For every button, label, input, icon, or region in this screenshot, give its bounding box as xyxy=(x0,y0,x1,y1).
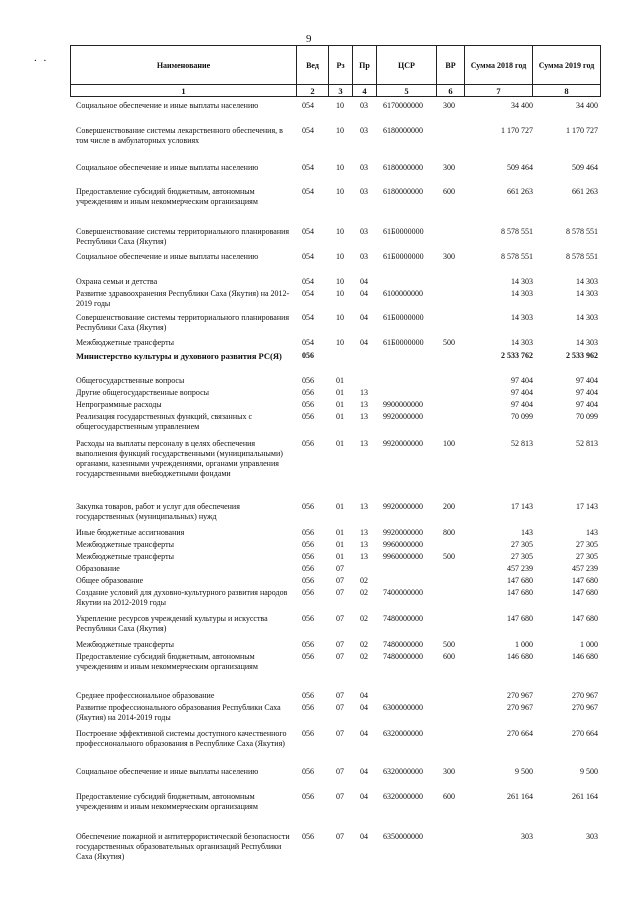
row-sum-2019: 27 305 xyxy=(576,552,598,561)
row-sum-2019: 14 303 xyxy=(576,277,598,286)
row-rz: 10 xyxy=(336,338,344,347)
row-pr: 04 xyxy=(360,277,368,286)
row-rz: 07 xyxy=(336,652,344,661)
row-csr: 61Б0000000 xyxy=(383,313,424,322)
row-sum-2019: 8 578 551 xyxy=(566,227,598,236)
row-sum-2018: 1 170 727 xyxy=(501,126,533,135)
row-sum-2018: 8 578 551 xyxy=(501,252,533,261)
row-name: Закупка товаров, работ и услуг для обеспечения государственных (муниципальных) нужд xyxy=(76,502,240,521)
row-csr: 6180000000 xyxy=(383,187,423,196)
row-sum-2019: 457 239 xyxy=(572,564,598,573)
row-rz: 01 xyxy=(336,400,344,409)
header-csr: ЦСР xyxy=(377,46,437,85)
row-ved: 056 xyxy=(302,351,314,360)
row-sum-2018: 146 680 xyxy=(507,652,533,661)
row-name: Социальное обеспечение и иные выплаты населению xyxy=(76,252,259,261)
row-pr: 03 xyxy=(360,163,368,172)
row-rz: 10 xyxy=(336,163,344,172)
row-csr: 6320000000 xyxy=(383,767,423,776)
row-csr: 7480000000 xyxy=(383,640,423,649)
row-csr: 9920000000 xyxy=(383,439,423,448)
row-pr: 13 xyxy=(360,388,368,397)
row-rz: 10 xyxy=(336,277,344,286)
row-name: Социальное обеспечение и иные выплаты населению xyxy=(76,767,259,776)
row-sum-2019: 270 967 xyxy=(572,703,598,712)
row-vr: 300 xyxy=(443,767,455,776)
row-ved: 056 xyxy=(302,832,314,841)
row-ved: 056 xyxy=(302,614,314,623)
row-rz: 01 xyxy=(336,502,344,511)
row-pr: 13 xyxy=(360,400,368,409)
row-ved: 054 xyxy=(302,126,314,135)
row-ved: 054 xyxy=(302,163,314,172)
row-pr: 13 xyxy=(360,528,368,537)
row-sum-2018: 34 400 xyxy=(511,101,533,110)
row-sum-2018: 70 099 xyxy=(511,412,533,421)
row-sum-2018: 303 xyxy=(521,832,533,841)
row-csr: 61Б0000000 xyxy=(383,252,424,261)
row-name: Создание условий для духовно-культурного развития народов Якутии на 2012-2019 годы xyxy=(76,588,288,607)
row-sum-2019: 147 680 xyxy=(572,588,598,597)
row-csr: 7400000000 xyxy=(383,588,423,597)
row-vr: 500 xyxy=(443,552,455,561)
row-rz: 10 xyxy=(336,187,344,196)
row-sum-2019: 1 170 727 xyxy=(566,126,598,135)
row-sum-2018: 2 533 762 xyxy=(501,351,533,360)
row-sum-2018: 14 303 xyxy=(511,338,533,347)
row-sum-2019: 27 305 xyxy=(576,540,598,549)
row-csr: 9960000000 xyxy=(383,552,423,561)
row-name: Развитие здравоохранения Республики Саха (Якутия) на 2012-2019 годы xyxy=(76,289,290,308)
row-csr: 9900000000 xyxy=(383,400,423,409)
row-ved: 056 xyxy=(302,767,314,776)
row-sum-2019: 147 680 xyxy=(572,576,598,585)
row-sum-2018: 143 xyxy=(521,528,533,537)
header-ved: Вед xyxy=(297,46,329,85)
row-pr: 13 xyxy=(360,439,368,448)
row-ved: 054 xyxy=(302,338,314,347)
header-sum-2019: Сумма 2019 год xyxy=(533,46,601,85)
row-sum-2019: 261 164 xyxy=(572,792,598,801)
row-sum-2018: 147 680 xyxy=(507,614,533,623)
row-sum-2018: 270 664 xyxy=(507,729,533,738)
row-csr: 9920000000 xyxy=(383,528,423,537)
row-sum-2019: 270 967 xyxy=(572,691,598,700)
row-rz: 10 xyxy=(336,289,344,298)
row-pr: 04 xyxy=(360,729,368,738)
row-sum-2019: 97 404 xyxy=(576,388,598,397)
header-vr: ВР xyxy=(437,46,465,85)
row-pr: 04 xyxy=(360,691,368,700)
row-ved: 054 xyxy=(302,187,314,196)
row-csr: 9920000000 xyxy=(383,412,423,421)
row-ved: 054 xyxy=(302,252,314,261)
row-ved: 056 xyxy=(302,640,314,649)
row-sum-2018: 270 967 xyxy=(507,703,533,712)
row-name: Общее образование xyxy=(76,576,144,585)
row-rz: 10 xyxy=(336,313,344,322)
row-pr: 03 xyxy=(360,252,368,261)
row-name: Межбюджетные трансферты xyxy=(76,540,174,549)
row-sum-2018: 14 303 xyxy=(511,313,533,322)
row-sum-2019: 97 404 xyxy=(576,376,598,385)
row-sum-2019: 70 099 xyxy=(576,412,598,421)
row-pr: 13 xyxy=(360,412,368,421)
row-sum-2019: 2 533 962 xyxy=(566,351,598,360)
row-csr: 6100000000 xyxy=(383,289,423,298)
row-name: Охрана семьи и детства xyxy=(76,277,158,286)
row-pr: 13 xyxy=(360,540,368,549)
row-vr: 600 xyxy=(443,652,455,661)
row-sum-2018: 661 263 xyxy=(507,187,533,196)
row-pr: 02 xyxy=(360,640,368,649)
row-ved: 056 xyxy=(302,703,314,712)
row-sum-2019: 661 263 xyxy=(572,187,598,196)
row-sum-2018: 27 305 xyxy=(511,540,533,549)
page-number: 9 xyxy=(306,33,312,45)
row-pr: 13 xyxy=(360,502,368,511)
row-vr: 800 xyxy=(443,528,455,537)
row-ved: 056 xyxy=(302,564,314,573)
row-ved: 056 xyxy=(302,729,314,738)
row-pr: 04 xyxy=(360,703,368,712)
row-name: Предоставление субсидий бюджетным, автономным учреждениям и иным некоммерческим организациям xyxy=(76,792,258,811)
row-pr: 04 xyxy=(360,832,368,841)
col-number: 2 xyxy=(297,85,329,97)
row-sum-2018: 97 404 xyxy=(511,388,533,397)
row-name: Совершенствование системы территориального планирования Республики Саха (Якутия) xyxy=(76,227,290,246)
row-csr: 7480000000 xyxy=(383,614,423,623)
row-rz: 10 xyxy=(336,126,344,135)
row-pr: 02 xyxy=(360,614,368,623)
row-name: Совершенствование системы территориального планирования Республики Саха (Якутия) xyxy=(76,313,290,332)
row-ved: 056 xyxy=(302,540,314,549)
row-pr: 13 xyxy=(360,552,368,561)
row-csr: 61Б0000000 xyxy=(383,227,424,236)
row-sum-2018: 147 680 xyxy=(507,588,533,597)
row-sum-2019: 147 680 xyxy=(572,614,598,623)
col-number: 3 xyxy=(329,85,353,97)
row-rz: 07 xyxy=(336,588,344,597)
row-sum-2019: 17 143 xyxy=(576,502,598,511)
header-rz: Рз xyxy=(329,46,353,85)
row-name: Социальное обеспечение и иные выплаты населению xyxy=(76,163,259,172)
row-name: Общегосударственные вопросы xyxy=(76,376,185,385)
row-vr: 300 xyxy=(443,163,455,172)
row-csr: 6180000000 xyxy=(383,126,423,135)
row-pr: 04 xyxy=(360,792,368,801)
row-sum-2018: 97 404 xyxy=(511,400,533,409)
col-number: 4 xyxy=(353,85,377,97)
row-vr: 100 xyxy=(443,439,455,448)
row-ved: 054 xyxy=(302,277,314,286)
row-sum-2019: 34 400 xyxy=(576,101,598,110)
row-sum-2019: 146 680 xyxy=(572,652,598,661)
row-name: Иные бюджетные ассигнования xyxy=(76,528,185,537)
header-sum-2018: Сумма 2018 год xyxy=(465,46,533,85)
row-pr: 02 xyxy=(360,588,368,597)
row-name: Укрепление ресурсов учреждений культуры и искусства Республики Саха (Якутия) xyxy=(76,614,268,633)
row-sum-2019: 9 500 xyxy=(580,767,598,776)
row-name: Расходы на выплаты персоналу в целях обеспечения выполнения функций государственными (муниципальными) органами, казенными учреждениями, органами управления государственными внебюджетными фондами xyxy=(76,439,283,478)
row-name: Среднее профессиональное образование xyxy=(76,691,215,700)
row-sum-2019: 14 303 xyxy=(576,338,598,347)
row-ved: 056 xyxy=(302,792,314,801)
row-sum-2019: 1 000 xyxy=(580,640,598,649)
row-sum-2019: 143 xyxy=(586,528,598,537)
col-number: 5 xyxy=(377,85,437,97)
row-pr: 03 xyxy=(360,126,368,135)
row-ved: 056 xyxy=(302,691,314,700)
row-name: Социальное обеспечение и иные выплаты населению xyxy=(76,101,259,110)
row-vr: 300 xyxy=(443,101,455,110)
row-pr: 03 xyxy=(360,227,368,236)
row-name: Реализация государственных функций, связанных с общегосударственным управлением xyxy=(76,412,253,431)
row-sum-2019: 8 578 551 xyxy=(566,252,598,261)
row-pr: 03 xyxy=(360,101,368,110)
row-sum-2019: 14 303 xyxy=(576,289,598,298)
row-name: Обеспечение пожарной и антитеррористической безопасности государственных образовательных организаций Республики Саха (Якутия) xyxy=(76,832,290,861)
margin-marks: . . xyxy=(34,52,49,64)
header-name: Наименование xyxy=(71,46,297,85)
row-rz: 07 xyxy=(336,792,344,801)
row-sum-2018: 97 404 xyxy=(511,376,533,385)
row-rz: 07 xyxy=(336,576,344,585)
row-csr: 6180000000 xyxy=(383,163,423,172)
row-csr: 7480000000 xyxy=(383,652,423,661)
row-sum-2019: 52 813 xyxy=(576,439,598,448)
row-name: Совершенствование системы лекарственного обеспечения, в том числе в амбулаторных условиях xyxy=(76,126,283,145)
row-ved: 054 xyxy=(302,227,314,236)
row-sum-2018: 509 464 xyxy=(507,163,533,172)
row-vr: 600 xyxy=(443,792,455,801)
row-vr: 500 xyxy=(443,338,455,347)
row-rz: 10 xyxy=(336,227,344,236)
row-sum-2019: 97 404 xyxy=(576,400,598,409)
row-sum-2019: 509 464 xyxy=(572,163,598,172)
row-ved: 054 xyxy=(302,313,314,322)
row-ved: 056 xyxy=(302,552,314,561)
row-sum-2018: 147 680 xyxy=(507,576,533,585)
row-name: Межбюджетные трансферты xyxy=(76,338,174,347)
row-name: Образование xyxy=(76,564,120,573)
row-vr: 300 xyxy=(443,252,455,261)
row-sum-2018: 8 578 551 xyxy=(501,227,533,236)
row-rz: 07 xyxy=(336,729,344,738)
row-rz: 07 xyxy=(336,703,344,712)
row-csr: 6320000000 xyxy=(383,729,423,738)
row-rz: 07 xyxy=(336,564,344,573)
row-name: Министерство культуры и духовного развития РС(Я) xyxy=(76,351,282,361)
col-number: 8 xyxy=(533,85,601,97)
row-rz: 01 xyxy=(336,528,344,537)
row-csr: 61Б0000000 xyxy=(383,338,424,347)
row-ved: 056 xyxy=(302,588,314,597)
row-rz: 01 xyxy=(336,540,344,549)
row-csr: 9960000000 xyxy=(383,540,423,549)
row-sum-2019: 303 xyxy=(586,832,598,841)
row-name: Межбюджетные трансферты xyxy=(76,640,174,649)
row-ved: 056 xyxy=(302,412,314,421)
row-sum-2018: 17 143 xyxy=(511,502,533,511)
row-rz: 01 xyxy=(336,552,344,561)
row-vr: 500 xyxy=(443,640,455,649)
row-ved: 056 xyxy=(302,528,314,537)
row-name: Построение эффективной системы доступного качественного профессионального образования в Республике Саха (Якутия) xyxy=(76,729,287,748)
row-pr: 04 xyxy=(360,767,368,776)
row-sum-2018: 52 813 xyxy=(511,439,533,448)
row-pr: 02 xyxy=(360,652,368,661)
row-name: Развитие профессионального образования Республики Саха (Якутия) на 2014-2019 годы xyxy=(76,703,281,722)
row-sum-2019: 14 303 xyxy=(576,313,598,322)
row-rz: 07 xyxy=(336,767,344,776)
row-ved: 056 xyxy=(302,400,314,409)
row-rz: 01 xyxy=(336,412,344,421)
row-rz: 01 xyxy=(336,439,344,448)
row-csr: 9920000000 xyxy=(383,502,423,511)
row-ved: 056 xyxy=(302,388,314,397)
row-rz: 10 xyxy=(336,252,344,261)
row-sum-2018: 1 000 xyxy=(515,640,533,649)
col-number: 7 xyxy=(465,85,533,97)
row-csr: 6170000000 xyxy=(383,101,423,110)
row-ved: 056 xyxy=(302,576,314,585)
row-vr: 200 xyxy=(443,502,455,511)
row-name: Другие общегосударственные вопросы xyxy=(76,388,210,397)
row-sum-2018: 261 164 xyxy=(507,792,533,801)
row-sum-2018: 9 500 xyxy=(515,767,533,776)
table-header xyxy=(70,45,601,97)
col-number: 6 xyxy=(437,85,465,97)
row-rz: 07 xyxy=(336,640,344,649)
row-sum-2019: 270 664 xyxy=(572,729,598,738)
row-name: Предоставление субсидий бюджетным, автономным учреждениям и иным некоммерческим организациям xyxy=(76,652,258,671)
col-number: 1 xyxy=(71,85,297,97)
row-sum-2018: 14 303 xyxy=(511,289,533,298)
row-sum-2018: 14 303 xyxy=(511,277,533,286)
row-ved: 054 xyxy=(302,101,314,110)
row-ved: 054 xyxy=(302,289,314,298)
row-pr: 02 xyxy=(360,576,368,585)
row-pr: 03 xyxy=(360,187,368,196)
row-name: Предоставление субсидий бюджетным, автономным учреждениям и иным некоммерческим организациям xyxy=(76,187,258,206)
row-csr: 6300000000 xyxy=(383,703,423,712)
row-sum-2018: 457 239 xyxy=(507,564,533,573)
row-rz: 07 xyxy=(336,691,344,700)
row-name: Межбюджетные трансферты xyxy=(76,552,174,561)
row-ved: 056 xyxy=(302,376,314,385)
row-rz: 01 xyxy=(336,376,344,385)
row-rz: 07 xyxy=(336,614,344,623)
row-pr: 04 xyxy=(360,289,368,298)
row-sum-2018: 270 967 xyxy=(507,691,533,700)
row-pr: 04 xyxy=(360,338,368,347)
row-vr: 600 xyxy=(443,187,455,196)
row-ved: 056 xyxy=(302,439,314,448)
row-rz: 10 xyxy=(336,101,344,110)
row-ved: 056 xyxy=(302,502,314,511)
row-name: Непрограммные расходы xyxy=(76,400,162,409)
row-ved: 056 xyxy=(302,652,314,661)
row-rz: 01 xyxy=(336,388,344,397)
row-csr: 6350000000 xyxy=(383,832,423,841)
row-pr: 04 xyxy=(360,313,368,322)
header-pr: Пр xyxy=(353,46,377,85)
row-sum-2018: 27 305 xyxy=(511,552,533,561)
row-rz: 07 xyxy=(336,832,344,841)
row-csr: 6320000000 xyxy=(383,792,423,801)
